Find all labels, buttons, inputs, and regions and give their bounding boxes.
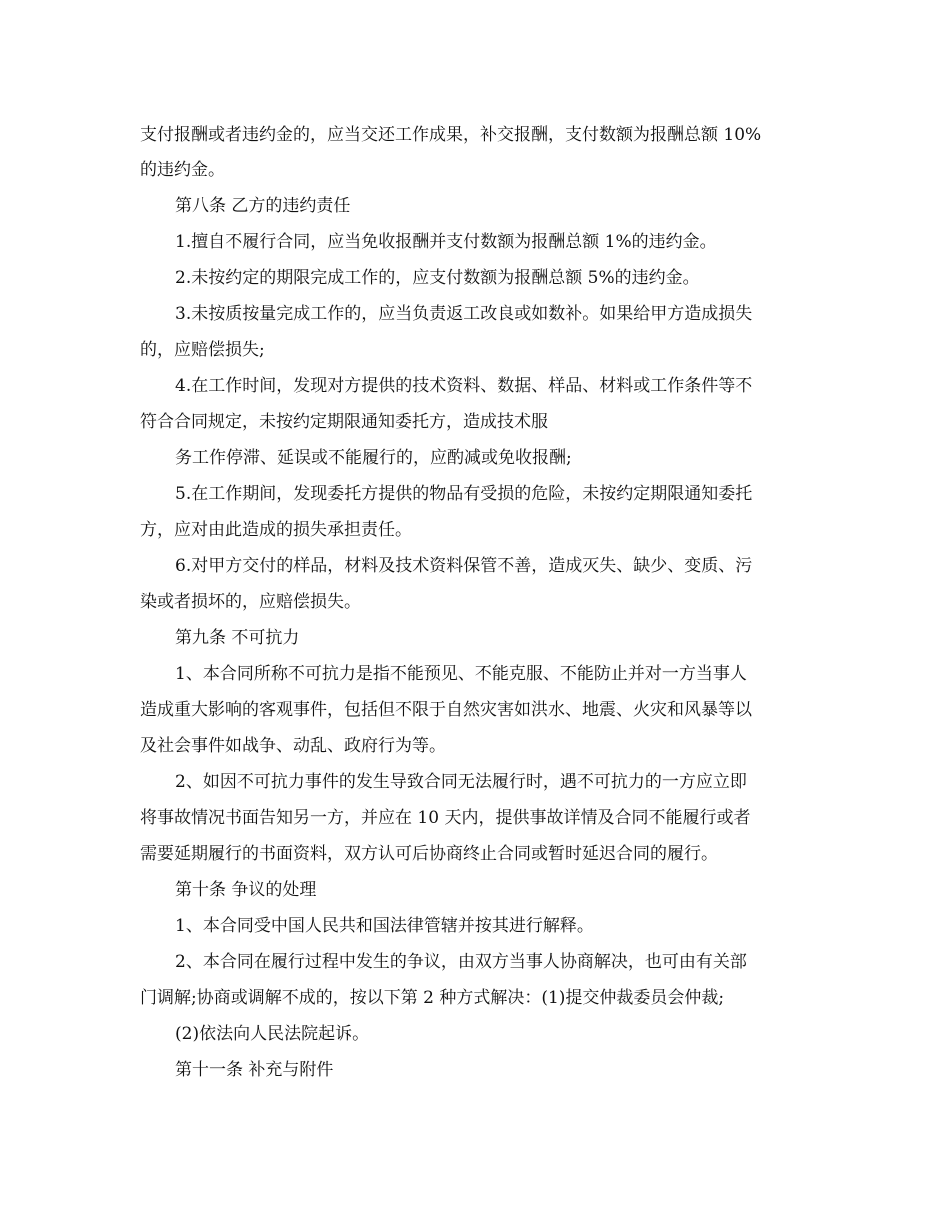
article-heading: 第十一条 补充与附件 bbox=[175, 1060, 334, 1080]
text-line: 染或者损坏的，应赔偿损失。 bbox=[140, 592, 361, 612]
text-line: 1、本合同所称不可抗力是指不能预见、不能克服、不能防止并对一方当事人 bbox=[175, 664, 747, 684]
text-line: 2、如因不可抗力事件的发生导致合同无法履行时，遇不可抗力的一方应立即 bbox=[175, 772, 747, 792]
text-line: 及社会事件如战争、动乱、政府行为等。 bbox=[140, 736, 446, 756]
text-line: 方，应对由此造成的损失承担责任。 bbox=[140, 520, 412, 540]
text-line: 符合合同规定，未按约定期限通知委托方，造成技术服 bbox=[140, 412, 548, 432]
text-line: 4.在工作时间，发现对方提供的技术资料、数据、样品、材料或工作条件等不 bbox=[175, 376, 753, 396]
text-line: 支付报酬或者违约金的，应当交还工作成果，补交报酬，支付数额为报酬总额 10% bbox=[140, 125, 762, 145]
text-line: 2、本合同在履行过程中发生的争议，由双方当事人协商解决，也可由有关部 bbox=[175, 952, 747, 972]
text-line: 1.擅自不履行合同，应当免收报酬并支付数额为报酬总额 1%的违约金。 bbox=[175, 232, 717, 252]
text-line: 6.对甲方交付的样品，材料及技术资料保管不善，造成灭失、缺少、变质、污 bbox=[175, 556, 753, 576]
text-line: 2.未按约定的期限完成工作的，应支付数额为报酬总额 5%的违约金。 bbox=[175, 268, 700, 288]
text-line: 需要延期履行的书面资料，双方认可后协商终止合同或暂时延迟合同的履行。 bbox=[140, 844, 718, 864]
text-line: 门调解;协商或调解不成的，按以下第 2 种方式解决：(1)提交仲裁委员会仲裁; bbox=[140, 988, 725, 1008]
text-line: 的违约金。 bbox=[140, 160, 225, 180]
article-heading: 第十条 争议的处理 bbox=[175, 880, 317, 900]
article-heading: 第八条 乙方的违约责任 bbox=[175, 196, 351, 216]
text-line: 5.在工作期间，发现委托方提供的物品有受损的危险，未按约定期限通知委托 bbox=[175, 484, 753, 504]
text-line: 将事故情况书面告知另一方，并应在 10 天内，提供事故详情及合同不能履行或者 bbox=[140, 808, 751, 828]
text-line: 造成重大影响的客观事件，包括但不限于自然灾害如洪水、地震、火灾和风暴等以 bbox=[140, 700, 752, 720]
text-line: 3.未按质按量完成工作的，应当负责返工改良或如数补。如果给甲方造成损失 bbox=[175, 304, 753, 324]
text-line: 的，应赔偿损失; bbox=[140, 340, 265, 360]
text-line: 1、本合同受中国人民共和国法律管辖并按其进行解释。 bbox=[175, 916, 594, 936]
text-line: (2)依法向人民法院起诉。 bbox=[175, 1024, 370, 1044]
text-line: 务工作停滞、延误或不能履行的，应酌减或免收报酬; bbox=[175, 448, 572, 468]
article-heading: 第九条 不可抗力 bbox=[175, 628, 300, 648]
